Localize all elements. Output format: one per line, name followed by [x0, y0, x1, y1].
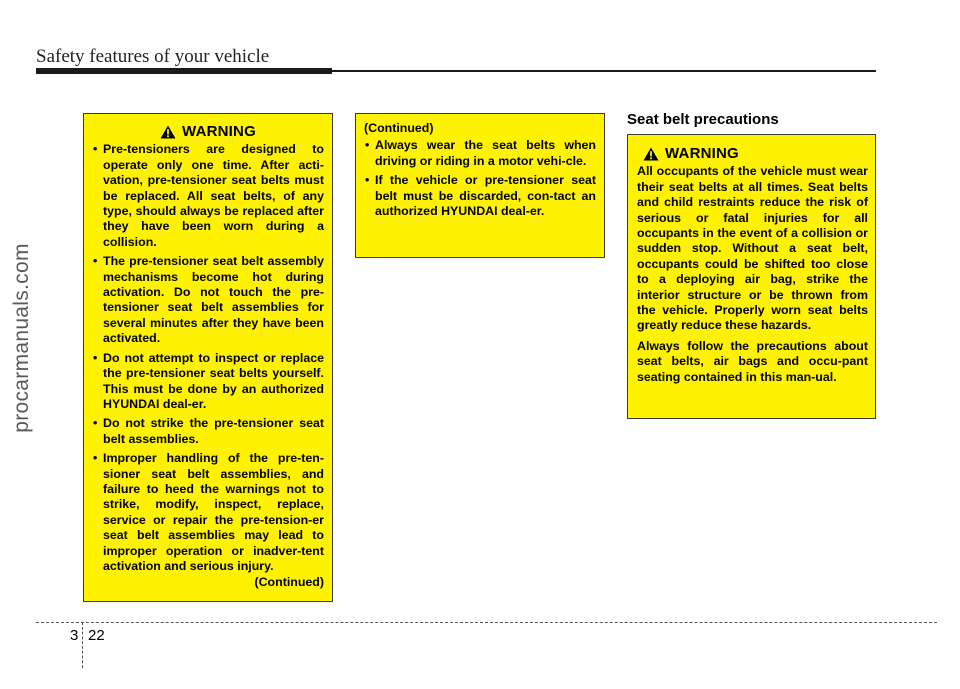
warning-paragraph: Always follow the precautions about seat belts, air bags and occu-pant seating contained in this man-ual.: [637, 338, 868, 384]
bullet-item: • Do not attempt to inspect or replace the pre-tensioner seat belts yourself. This must be done by an authorized HYUNDAI deal-er.: [92, 351, 324, 413]
continued-label: (Continued): [364, 121, 434, 135]
warning-box-pretensioners: [83, 113, 333, 602]
warning-title: WARNING: [665, 145, 739, 162]
warning-header: [92, 124, 324, 139]
bullet-item: • Always wear the seat belts when driving or riding in a motor vehi-cle.: [364, 138, 596, 169]
page-header-title: Safety features of your vehicle: [36, 46, 270, 67]
footer-rule: [36, 622, 937, 623]
watermark: [0, 0, 50, 689]
watermark-text: procarmanuals.com: [10, 243, 33, 433]
bullet-item: • Do not strike the pre-tensioner seat belt assemblies.: [92, 416, 324, 447]
warning-box-seat-belt: [627, 134, 876, 419]
page-number: 22: [88, 627, 105, 644]
warning-triangle-icon: [160, 125, 176, 139]
chapter-number: 3: [70, 627, 79, 644]
warning-paragraph: All occupants of the vehicle must wear their seat belts at all times. Seat belts and child restraints reduce the risk of serious or fatal injuries for all occupants in the event of a collision or sudden stop. Without a seat belt, occupants could be shifted too close to a deploying air bag, strike the interior structure or be thrown from the vehicle. Properly worn seat belts greatly reduce these hazards.: [637, 164, 868, 333]
warning-box-continued: [355, 113, 605, 258]
warning-title: WARNING: [182, 123, 256, 140]
warning-header: [637, 146, 868, 161]
header-rule-thin: [332, 70, 876, 72]
bullet-item: • Improper handling of the pre-ten-sioner seat belt assemblies, and failure to heed the warnings not to strike, modify, inspect, replace, service or repair the pre-tension-er seat belt assemblies may lead to improper operation or inadver-tent activation and serious injury.: [92, 451, 324, 574]
section-heading: Seat belt precautions: [627, 111, 779, 128]
warning-triangle-icon: [643, 147, 659, 161]
bullet-item: • The pre-tensioner seat belt assembly mechanisms become hot during activation. Do not touch the pre-tensioner seat belt assemblies for several minutes after they have been activated.: [92, 254, 324, 346]
warning-bullet-list: [364, 138, 596, 219]
warning-bullet-list: [92, 142, 324, 574]
bullet-item: • If the vehicle or pre-tensioner seat belt must be discarded, con-tact an authorized HYUNDAI deal-er.: [364, 173, 596, 219]
footer-divider: [82, 622, 83, 668]
bullet-item: • Pre-tensioners are designed to operate only one time. After acti-vation, pre-tensioner seat belts must be replaced. All seat belts, of any type, should always be replaced after they have been worn during a collision.: [92, 142, 324, 250]
continued-label: (Continued): [254, 575, 324, 590]
header-rule-thick: [36, 68, 332, 74]
